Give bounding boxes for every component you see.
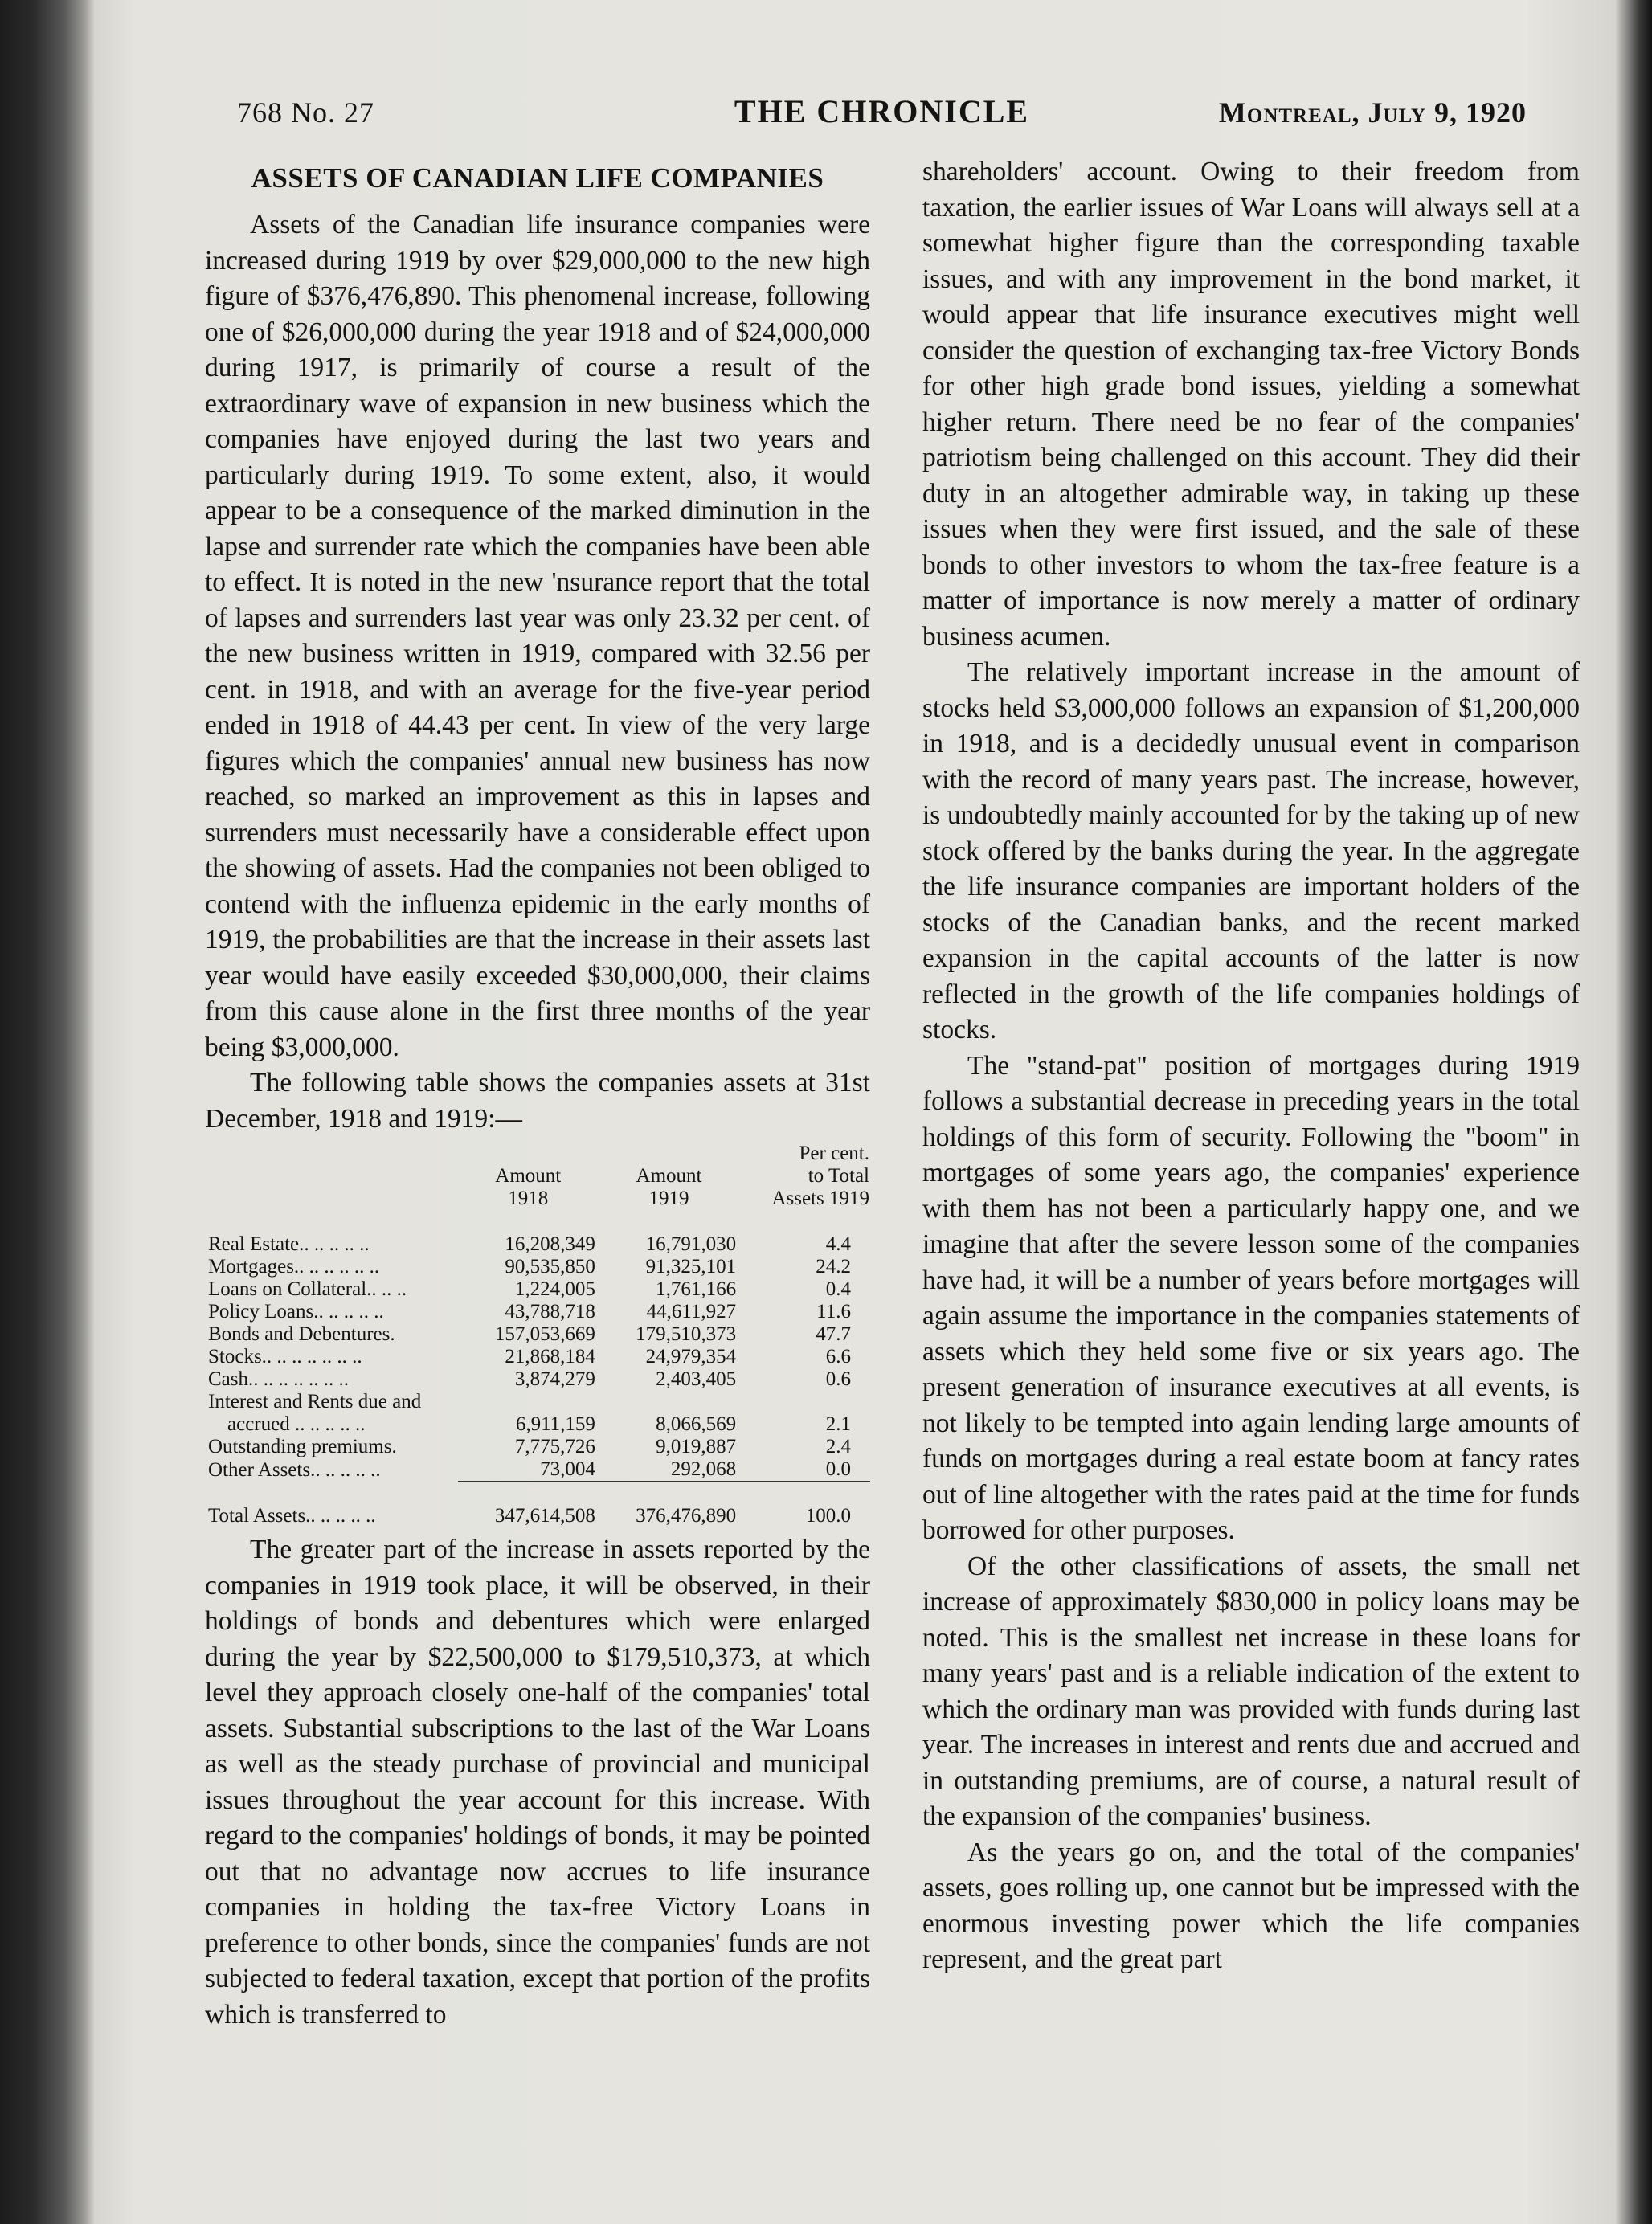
newspaper-page xyxy=(96,0,1607,2224)
table-row: Interest and Rents due and xyxy=(208,1391,422,1412)
col-header-percent: Per cent. to Total Assets 1919 xyxy=(771,1143,869,1209)
paragraph-other-assets: Of the other classifications of assets, the small net increase of approximately $830,000 in policy loans may be noted. This is the smallest net increase in these loans for many years' past and is a reliable indication of the extent to which the ordinary man was provided with funds during last year. The increases in interest and rents due and accrued and in outstanding premiums, are of course, a natural result of the expansion of the companies' business. xyxy=(922,1551,1580,1831)
paragraph-2: The following table shows the companies assets at 31st December, 1918 and 1919:— xyxy=(205,1068,870,1134)
table-row: Stocks.. .. .. .. .. .. .. 21,868,184 24,979,354 6.6 xyxy=(208,1346,851,1368)
table-row: Real Estate.. .. .. .. .. 16,208,349 16,791,030 4.4 xyxy=(208,1233,851,1255)
publication-title: THE CHRONICLE xyxy=(734,93,1030,129)
table-total-row: Total Assets.. .. .. .. .. 347,614,508 376,476,890 100.0 xyxy=(208,1505,851,1527)
col-header-1918: Amount 1918 xyxy=(495,1165,562,1209)
paragraph-mortgages: The "stand-pat" position of mortgages during 1919 follows a substantial decrease in preceding years in the total holdings of this form of security. Following the "boom" in mortgages of some years ago, the companies' experience with them has not been a particularly happy one, and we imagine that after the severe lesson some of the companies have had, it will be a number of years before mortgages will again assume the importance in the companies statements of assets which they held some five or six years ago. The present generation of insurance executives at all events, is not likely to be tempted into again lending large amounts of funds on mortgages during a real estate boom at fancy rates out of line altogether with the rates paid at the time for funds borrowed for other purposes. xyxy=(922,1050,1580,1545)
table-row: Loans on Collateral.. .. .. 1,224,005 1,761,166 0.4 xyxy=(208,1278,851,1300)
table-row: Other Assets.. .. .. .. .. 73,004 292,068 0.0 xyxy=(205,1458,870,1482)
right-column xyxy=(922,154,1580,1978)
table-header-row xyxy=(205,1142,870,1211)
table-row: Policy Loans.. .. .. .. .. 43,788,718 44,611,927 11.6 xyxy=(208,1301,851,1323)
table-row: Outstanding premiums. 7,775,726 9,019,887 2.4 xyxy=(208,1436,851,1457)
left-column xyxy=(205,161,870,2033)
paragraph-3: The greater part of the increase in assets reported by the companies in 1919 took place, it will be observed, in their holdings of bonds and debentures which were enlarged during the year by $22,500,000 to $179,510,373, at which level they approach closely one-half of the companies' total assets. Substantial subscriptions to the last of the War Loans as well as the steady purchase of provincial and municipal issues throughout the year account for this increase. With regard to the companies' holdings of bonds, it may be pointed out that no advantage now accrues to life insurance companies in holding the tax-free Victory Loans in preference to other bonds, since the companies' funds are not subjected to federal taxation, except that portion of the profits which is transferred to xyxy=(205,1535,870,2030)
article-headline: ASSETS OF CANADIAN LIFE COMPANIES xyxy=(251,162,824,194)
table-row: Cash.. .. .. .. .. .. .. 3,874,279 2,403,405 0.6 xyxy=(208,1368,851,1390)
table-row: accrued .. .. .. .. .. 6,911,159 8,066,569 2.1 xyxy=(227,1413,851,1435)
table-row: Mortgages.. .. .. .. .. .. 90,535,850 91,325,101 24.2 xyxy=(208,1256,851,1278)
page-number: 768 No. 27 xyxy=(237,96,374,129)
col-header-1919: Amount 1919 xyxy=(636,1165,702,1209)
paragraph-1: Assets of the Canadian life insurance companies were increased during 1919 by over $29,000,000 to the new high figure of $376,476,890. This phenomenal increase, following one of $26,000,000 during the year 1918 and of $24,000,000 during 1917, is primarily of course a result of the extraordinary wave of expansion in new business which the companies have enjoyed during the last two years and particularly during 1919. To some extent, also, it would appear to be a consequence of the marked diminution in the lapse and surrender rate which the companies have been able to effect. It is noted in the new 'nsurance report that the total of lapses and surrenders last year was only 23.32 per cent. of the new business written in 1919, compared with 32.56 per cent. in 1918, and with an average for the five-year period ended in 1918 of 44.43 per cent. In view of the very large figures which the companies' annual new business has now reached, so marked an improvement as this in lapses and surrenders must necessarily have a considerable effect upon the showing of assets. Had the companies not been obliged to contend with the influenza epidemic in the early months of 1919, the probabilities are that the increase in their assets last year would have easily exceeded $30,000,000, their claims from this cause alone in the first three months of the year being $3,000,000. xyxy=(205,210,870,1062)
running-head xyxy=(237,92,1527,133)
table-row: Bonds and Debentures. 157,053,669 179,510,373 47.7 xyxy=(208,1323,851,1345)
paragraph-continued: shareholders' account. Owing to their freedom from taxation, the earlier issues of War Loans will always sell at a somewhat higher figure than the corresponding taxable issues, and with any improvement in the bond market, it would appear that life insurance executives might well consider the question of exchanging tax-free Victory Bonds for other high grade bond issues, yielding a somewhat higher return. There need be no fear of the companies' patriotism being challenged on this account. They did their duty in an altogether admirable way, in taking up these issues when they were first issued, and the sale of these bonds to other investors to whom the tax-free feature is a matter of importance is now merely a matter of ordinary business acumen. xyxy=(922,157,1580,652)
dateline: Montreal, July 9, 1920 xyxy=(1218,96,1527,129)
paragraph-stocks: The relatively important increase in the amount of stocks held $3,000,000 follows an expansion of $1,200,000 in 1918, and is a decidedly unusual event in comparison with the record of many years past. The increase, however, is undoubtedly mainly accounted for by the taking up of new stock offered by the banks during the year. In the aggregate the life insurance companies are important holders of the stocks of the Canadian banks, and the recent marked expansion in the capital accounts of the latter is now reflected in the growth of the life companies holdings of stocks. xyxy=(922,657,1580,1045)
assets-table xyxy=(205,1142,870,1527)
paragraph-closing: As the years go on, and the total of the companies' assets, goes rolling up, one cannot but be impressed with the enormous investing power which the life companies represent, and the great part xyxy=(922,1837,1580,1974)
